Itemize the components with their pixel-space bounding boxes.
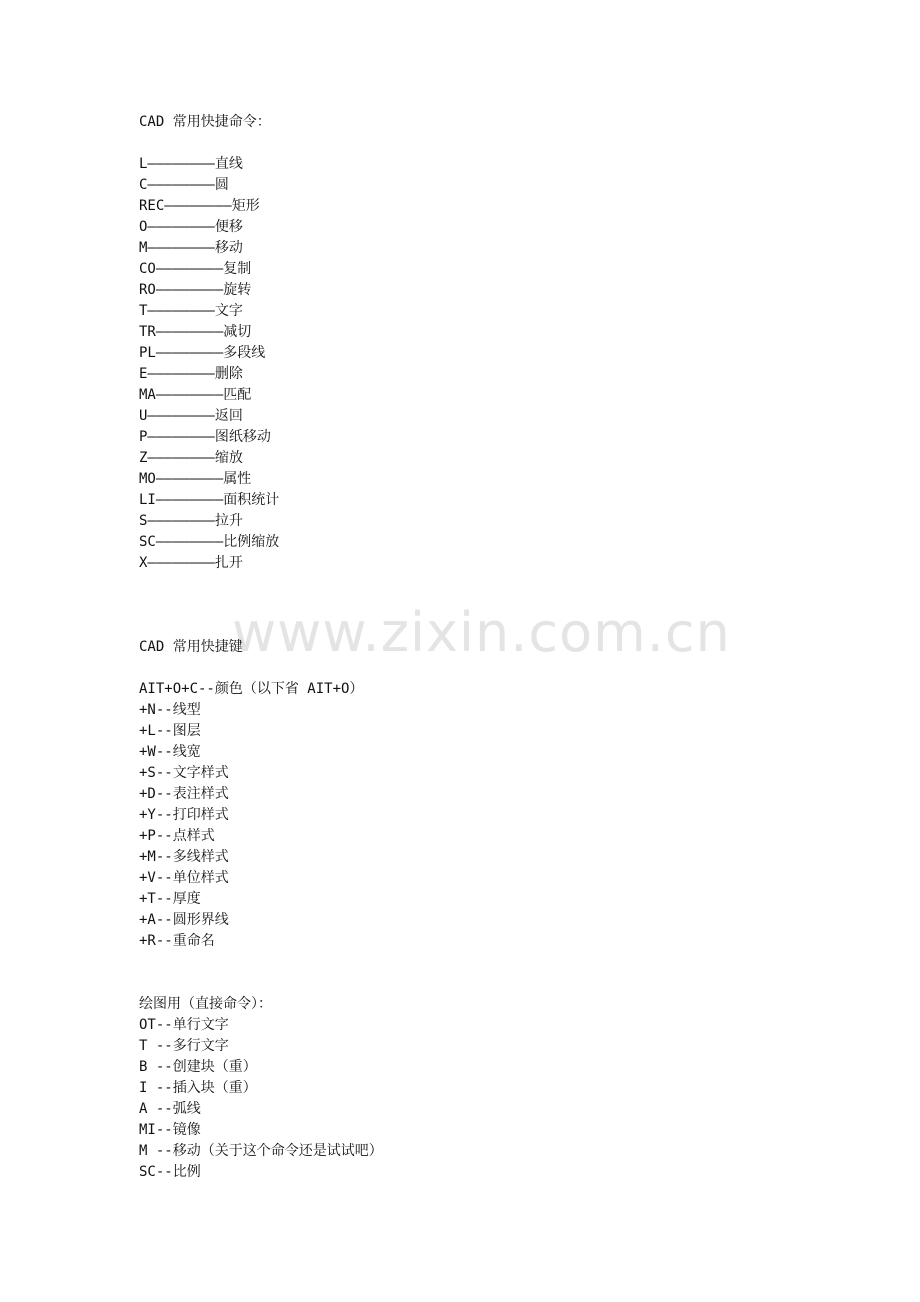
list-item: +R--重命名 <box>139 933 215 949</box>
list-item: RO————————旋转 <box>139 282 252 298</box>
list-item: +N--线型 <box>139 702 201 718</box>
list-item: +D--表注样式 <box>139 786 229 802</box>
list-item: +W--线宽 <box>139 744 201 760</box>
shortcut-command-list <box>139 154 839 574</box>
spacer <box>139 952 839 994</box>
list-item: I --插入块（重） <box>139 1080 257 1096</box>
section-title-drawing-commands: 绘图用（直接命令）： <box>139 996 272 1012</box>
list-item: C————————圆 <box>139 177 229 193</box>
section-title-shortcut-keys: CAD 常用快捷键 <box>139 639 243 655</box>
spacer <box>139 133 839 154</box>
list-item: +L--图层 <box>139 723 201 739</box>
list-item: X————————扎开 <box>139 555 243 571</box>
list-item: +S--文字样式 <box>139 765 229 781</box>
spacer <box>139 658 839 679</box>
list-item: M --移动（关于这个命令还是试试吧） <box>139 1143 383 1159</box>
list-item: A --弧线 <box>139 1101 201 1117</box>
list-item: MO————————属性 <box>139 471 252 487</box>
list-item: Z————————缩放 <box>139 450 243 466</box>
list-item: +T--厚度 <box>139 891 201 907</box>
list-item: L————————直线 <box>139 156 243 172</box>
list-item: +P--点样式 <box>139 828 215 844</box>
list-item: P————————图纸移动 <box>139 429 271 445</box>
list-item: +V--单位样式 <box>139 870 229 886</box>
list-item: CO————————复制 <box>139 261 252 277</box>
list-item: +A--圆形界线 <box>139 912 229 928</box>
list-item: OT--单行文字 <box>139 1017 229 1033</box>
list-item: T————————文字 <box>139 303 243 319</box>
spacer <box>139 574 839 637</box>
document-body <box>139 112 839 1183</box>
list-item: S————————拉升 <box>139 513 243 529</box>
list-item: O————————便移 <box>139 219 243 235</box>
list-item: LI————————面积统计 <box>139 492 280 508</box>
list-item: TR————————减切 <box>139 324 252 340</box>
list-item: REC————————矩形 <box>139 198 260 214</box>
list-item: MI--镜像 <box>139 1122 201 1138</box>
list-item: E————————删除 <box>139 366 243 382</box>
list-item: AIT+O+C--颜色（以下省 AIT+O） <box>139 681 364 697</box>
list-item: MA————————匹配 <box>139 387 252 403</box>
list-item: SC————————比例缩放 <box>139 534 280 550</box>
list-item: PL————————多段线 <box>139 345 266 361</box>
list-item: +Y--打印样式 <box>139 807 229 823</box>
drawing-command-list <box>139 1015 839 1183</box>
list-item: +M--多线样式 <box>139 849 229 865</box>
list-item: T --多行文字 <box>139 1038 229 1054</box>
list-item: SC--比例 <box>139 1164 201 1180</box>
watermark: www.zixin.com.cn <box>232 601 731 664</box>
list-item: B --创建块（重） <box>139 1059 257 1075</box>
list-item: M————————移动 <box>139 240 243 256</box>
list-item: U————————返回 <box>139 408 243 424</box>
shortcut-key-list <box>139 679 839 952</box>
section-title-shortcut-commands: CAD 常用快捷命令： <box>139 114 271 130</box>
